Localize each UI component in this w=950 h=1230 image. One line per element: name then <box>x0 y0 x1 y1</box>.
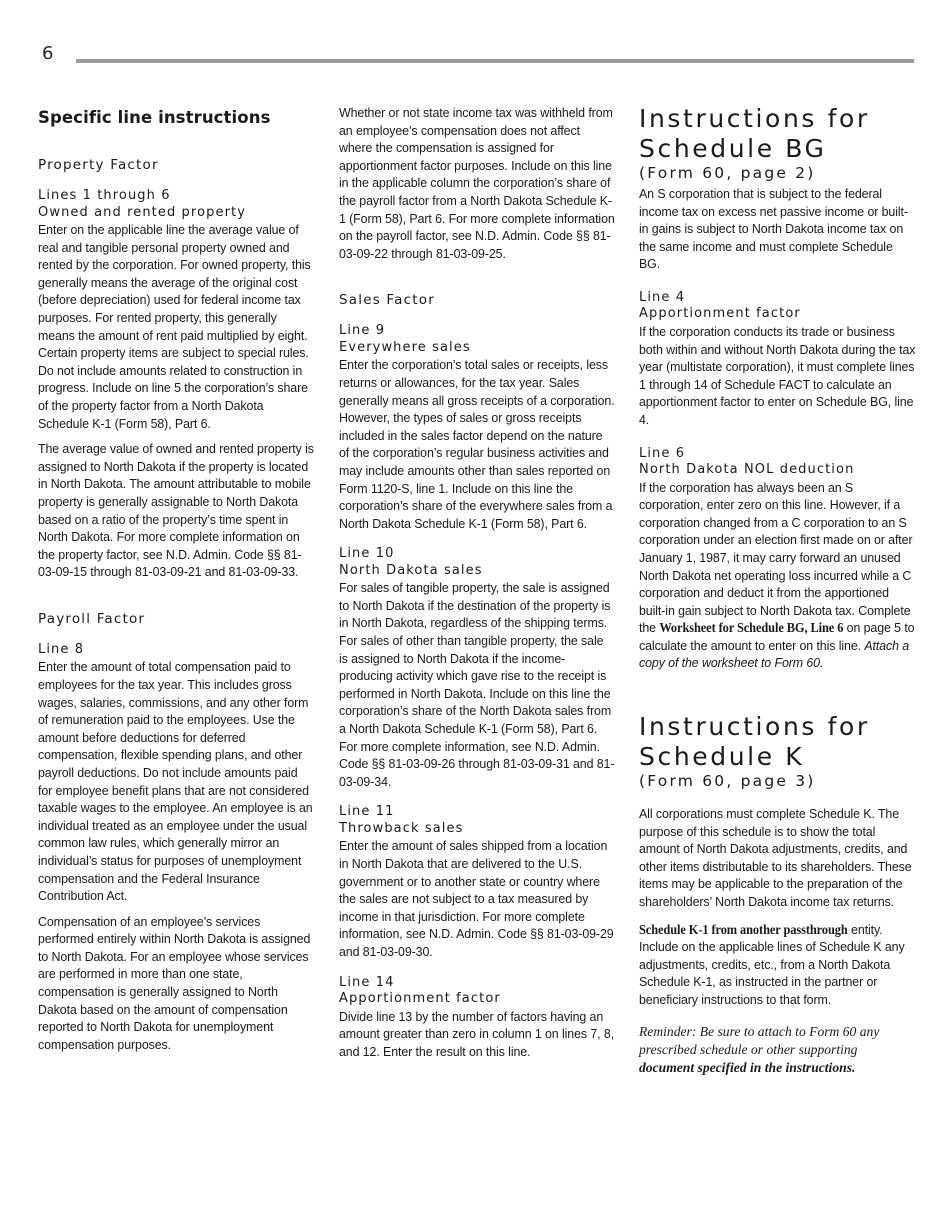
line-8-heading: Line 8 <box>38 641 85 657</box>
line-9-heading: Line 9 <box>339 323 386 339</box>
schedule-k1-paragraph <box>639 921 915 1009</box>
line-11-heading: Line 11 <box>339 804 395 820</box>
reminder-bold-text: document specified in the instructions. <box>639 1059 856 1075</box>
bg-apportionment-factor-subheading: Apportionment factor <box>639 306 801 322</box>
nd-nol-deduction-subheading: North Dakota NOL deduction <box>639 462 855 478</box>
page-number: 6 <box>42 43 54 64</box>
payroll-paragraph-2: Compensation of an employee’s services performed entirely within North Dakota is assigned to North Dakota. For an employee whose services are performed in more than one state, compensation is generally assigned to North Dakota based on the amount of compensation reported to North Dakota for unemployment compensation purposes. <box>38 913 311 1052</box>
payroll-paragraph-1: Enter the amount of total compensation paid to employees for the tax year. This includes gross wages, salaries, commissions, and any other form of remuneration paid to the employees. Use the amount before deductions for deferred compensation, flexible spending plans, and other payroll deductions. Do not include amounts paid for employee benefit plans that are not considered taxable wages to the employee. An employee is an individual treated as an employee under the usual common law rules, which generally mirror an individual’s status for purposes of unemployment compensation and the Federal Insurance Contribution Act. <box>38 659 313 904</box>
bg-line-6-text-a: If the corporation has always been an S corporation, enter zero on this line. However, if a corporation changed from a C corporation to an S corporation under an election first made on or after January 1, 1987, it may carry forward an unused North Dakota net operating loss incurred while a C corporation and deduct it from the apportioned built-in gain subject to North Dakota tax. Complete the <box>639 479 913 636</box>
throwback-sales-subheading: Throwback sales <box>339 820 464 836</box>
schedule-bg-title: Instructions for Schedule BG <box>639 104 870 163</box>
schedule-k-subtitle: (Form 60, page 3) <box>639 772 816 791</box>
column-right <box>639 104 915 1077</box>
bg-line-4-heading: Line 4 <box>639 289 686 305</box>
line-11-paragraph: Enter the amount of sales shipped from a location in North Dakota that are delivered to the U.S. government or to another state or country where the sales are not subject to a tax measured by income in that jurisdiction. For more complete information, see N.D. Admin. Code §§ 81-03-09-29 and 81-03-09-30. <box>339 838 614 959</box>
bg-line-6-text-b: on page 5 to calculate the amount to enter on this line. <box>639 620 915 653</box>
schedule-k-title: Instructions for Schedule K <box>639 712 870 772</box>
line-9-paragraph: Enter the corporation’s total sales or receipts, less returns or allowances, for the tax year. Sales generally means all gross receipts of a corporation. However, the types of sales or gross receipts included in the sales factor depend on the nature of the corporation’s regular business activities and may include amounts other than sales reported on Form 1120-S, line 1. Include on this line the corporation’s share of the everywhere sales from a North Dakota Schedule K-1 (Form 58), Part 6. <box>339 357 615 531</box>
payroll-factor-heading: Payroll Factor <box>38 610 146 627</box>
line-10-heading: Line 10 <box>339 546 395 562</box>
line-14-heading: Line 14 <box>339 974 395 990</box>
schedule-bg-intro: An S corporation that is subject to the federal income tax on excess net passive income or built-in gains is subject to North Dakota income tax on the same income and must complete Schedule BG. <box>639 186 908 272</box>
bg-line-6-paragraph <box>639 479 915 673</box>
schedule-bg-subtitle: (Form 60, page 2) <box>639 164 816 182</box>
apportionment-factor-subheading: Apportionment factor <box>339 991 501 1007</box>
sales-factor-heading: Sales Factor <box>339 292 435 309</box>
owned-rented-subheading: Owned and rented property <box>38 204 247 220</box>
k1-passthrough-text: entity. Include on the applicable lines of Schedule K any adjustments, credits, etc., from a North Dakota Schedule K-1, as instructed in the partner or beneficiary instructions to that form. <box>639 921 905 1007</box>
reminder-note <box>639 1023 915 1077</box>
property-paragraph-1: Enter on the applicable line the average value of real and tangible personal property owned and rented by the corporation. For owned property, this generally means the average of the original cost (before depreciation) used for federal income tax purposes. For rented property, this generally means the amount of rent paid multiplied by eight. Certain property items are subject to special rules. Do not include amounts related to construction in progress. Include on line 5 the corporation’s share of the property factor from a North Dakota Schedule K-1 (Form 58), Part 6. <box>38 222 311 431</box>
schedule-k-intro: All corporations must complete Schedule K. The purpose of this schedule is to show the total amount of North Dakota adjustments, credits, and other items distributable to its shareholders. These items may be applicable to the preparation of the shareholders’ North Dakota income tax returns. <box>639 806 912 910</box>
north-dakota-sales-subheading: North Dakota sales <box>339 562 483 578</box>
k1-passthrough-label: Schedule K-1 from another passthrough <box>639 921 848 937</box>
attach-worksheet-note: Attach a copy of the worksheet to Form 60. <box>639 637 910 671</box>
everywhere-sales-subheading: Everywhere sales <box>339 339 471 355</box>
worksheet-reference: Worksheet for Schedule BG, Line 6 <box>659 620 844 636</box>
lines-1-6-heading: Lines 1 through 6 <box>38 188 171 203</box>
line-10-paragraph: For sales of tangible property, the sale is assigned to North Dakota if the destination of the property is in North Dakota, regardless of the shipping terms. For sales of other than tangible property, the sale is assigned to North Dakota if the income-producing activity which gave rise to the receipt is performed in North Dakota. Include on this line the corporation’s share of the North Dakota sales from a North Dakota Schedule K-1 (Form 58), Part 6. For more complete information, see N.D. Admin. Code §§ 81-03-09-26 through 81-03-09-31 and 81-03-09-34. <box>339 580 615 789</box>
column-middle <box>339 104 615 1060</box>
property-paragraph-2: The average value of owned and rented property is assigned to North Dakota if the property is located in North Dakota. The amount attributable to mobile property is generally assignable to North Dakota based on a ratio of the property’s time spent in North Dakota. For more complete information on the property factor, see N.D. Admin. Code §§ 81-03-09-15 through 81-03-09-21 and 81-03-09-33. <box>38 441 314 580</box>
page-title: Specific line instructions <box>38 108 271 127</box>
header-rule <box>76 59 914 63</box>
line-14-paragraph: Divide line 13 by the number of factors having an amount greater than zero in column 1 on lines 7, 8, and 12. Enter the result on this line. <box>339 1008 614 1059</box>
column-left <box>38 104 314 1053</box>
bg-line-6-heading: Line 6 <box>639 445 686 461</box>
bg-line-4-paragraph: If the corporation conducts its trade or business both within and without North Dakota during the tax year (multistate corporation), it must complete lines 1 through 14 of Schedule FACT to calculate an apportionment factor to enter on Schedule BG, line 4. <box>639 323 916 427</box>
payroll-continued-paragraph: Whether or not state income tax was withheld from an employee’s compensation does not affect where the compensation is assigned for apportionment factor purposes. Include on this line in the applicable column the corporation’s share of the payroll factor from a North Dakota Schedule K-1 (Form 58), Part 6. For more complete information on the payroll factor, see N.D. Admin. Code §§ 81-03-09-22 through 81-03-09-25. <box>339 105 615 261</box>
property-factor-heading: Property Factor <box>38 157 159 173</box>
reminder-text: Reminder: Be sure to attach to Form 60 any prescribed schedule or other supporting <box>639 1023 880 1057</box>
